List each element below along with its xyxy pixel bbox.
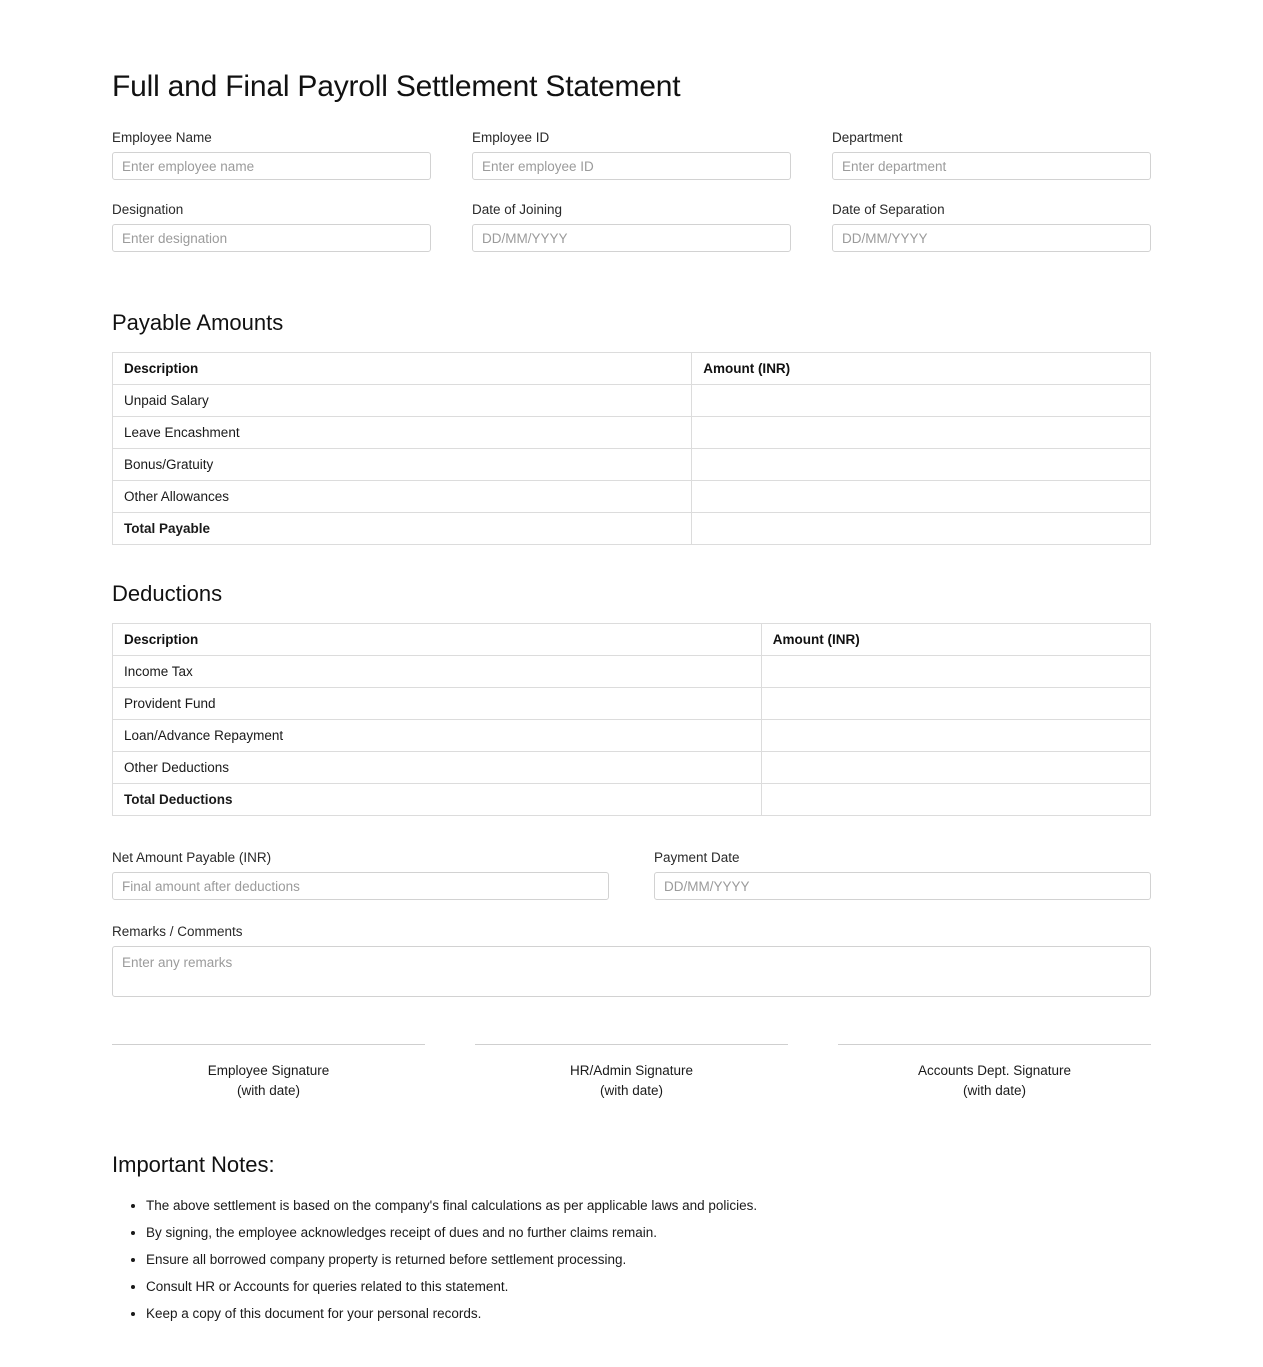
signature-line — [475, 1044, 788, 1045]
payment-date-input[interactable] — [654, 872, 1151, 900]
payable-row-label: Other Allowances — [113, 481, 692, 513]
label-employee-name: Employee Name — [112, 130, 212, 145]
table-row — [113, 481, 1151, 513]
signature-title: HR/Admin Signature — [569, 1063, 694, 1078]
signature-line — [112, 1044, 425, 1045]
net-amount-section — [112, 850, 1151, 900]
deduction-row-amount[interactable] — [761, 688, 1150, 720]
important-notes-heading: Important Notes: — [112, 1152, 275, 1178]
field-employee-id — [472, 130, 791, 180]
designation-input[interactable] — [112, 224, 431, 252]
field-department — [832, 130, 1151, 180]
table-row-total — [113, 784, 1151, 816]
important-notes-list — [112, 1192, 1151, 1327]
employee-id-input[interactable] — [472, 152, 791, 180]
payable-row-amount[interactable] — [692, 417, 1151, 449]
page-title: Full and Final Payroll Settlement Statement — [112, 70, 681, 103]
label-employee-id: Employee ID — [472, 130, 550, 145]
deduction-row-amount[interactable] — [761, 752, 1150, 784]
payable-amounts-heading: Payable Amounts — [112, 310, 284, 335]
signature-accounts-dept — [838, 1044, 1151, 1100]
signature-line — [838, 1044, 1151, 1045]
table-header-row — [113, 353, 1151, 385]
field-employee-name — [112, 130, 431, 180]
label-net-amount-payable: Net Amount Payable (INR) — [112, 850, 272, 865]
payable-row-amount[interactable] — [692, 449, 1151, 481]
payable-row-amount[interactable] — [692, 481, 1151, 513]
date-of-separation-input[interactable] — [832, 224, 1151, 252]
list-item: • Ensure all borrowed company property is returned before settlement processing. — [146, 1246, 1151, 1273]
table-row — [113, 720, 1151, 752]
table-row-total — [113, 513, 1151, 545]
deduction-total-label: Total Deductions — [113, 784, 762, 816]
deduction-total-amount[interactable] — [761, 784, 1150, 816]
label-designation: Designation — [112, 202, 184, 217]
field-remarks — [112, 924, 1151, 1002]
deduction-row-label: Income Tax — [113, 656, 762, 688]
signature-label — [112, 1061, 425, 1100]
deduction-row-label: Provident Fund — [113, 688, 762, 720]
table-row — [113, 417, 1151, 449]
list-item: • Keep a copy of this document for your personal records. — [146, 1300, 1151, 1327]
deduction-row-amount[interactable] — [761, 656, 1150, 688]
net-amount-payable-input[interactable] — [112, 872, 609, 900]
signature-employee — [112, 1044, 425, 1100]
deductions-heading: Deductions — [112, 581, 223, 606]
table-row — [113, 385, 1151, 417]
payable-row-amount[interactable] — [692, 385, 1151, 417]
label-payment-date: Payment Date — [654, 850, 740, 865]
table-row — [113, 752, 1151, 784]
label-date-of-separation: Date of Separation — [832, 202, 945, 217]
deduction-column-description: Description — [113, 624, 762, 656]
list-item: • By signing, the employee acknowledges receipt of dues and no further claims remain. — [146, 1219, 1151, 1246]
employee-name-input[interactable] — [112, 152, 431, 180]
payable-total-label: Total Payable — [113, 513, 692, 545]
payable-row-label: Unpaid Salary — [113, 385, 692, 417]
field-date-of-separation — [832, 202, 1151, 252]
list-item: • Consult HR or Accounts for queries related to this statement. — [146, 1273, 1151, 1300]
label-date-of-joining: Date of Joining — [472, 202, 563, 217]
table-row — [113, 688, 1151, 720]
deduction-row-label: Other Deductions — [113, 752, 762, 784]
field-net-amount-payable — [112, 850, 609, 900]
table-row — [113, 449, 1151, 481]
signature-label — [475, 1061, 788, 1100]
table-header-row — [113, 624, 1151, 656]
payable-row-label: Bonus/Gratuity — [113, 449, 692, 481]
payable-total-amount[interactable] — [692, 513, 1151, 545]
department-input[interactable] — [832, 152, 1151, 180]
signature-title: Accounts Dept. Signature — [917, 1063, 1072, 1078]
deduction-column-amount: Amount (INR) — [761, 624, 1150, 656]
payable-column-description: Description — [113, 353, 692, 385]
deductions-table — [112, 623, 1151, 816]
remarks-textarea[interactable] — [112, 946, 1151, 997]
field-designation — [112, 202, 431, 252]
list-item: • The above settlement is based on the company's final calculations as per applicable laws and policies. — [146, 1192, 1151, 1219]
date-of-joining-input[interactable] — [472, 224, 791, 252]
field-payment-date — [654, 850, 1151, 900]
label-remarks: Remarks / Comments — [112, 924, 243, 939]
payable-amounts-table — [112, 352, 1151, 545]
payable-row-label: Leave Encashment — [113, 417, 692, 449]
deduction-row-label: Loan/Advance Repayment — [113, 720, 762, 752]
signature-subtitle: (with date) — [962, 1082, 1027, 1098]
field-date-of-joining — [472, 202, 791, 252]
signature-row — [112, 1044, 1151, 1100]
signature-hr-admin — [475, 1044, 788, 1100]
label-department: Department — [832, 130, 903, 145]
table-row — [113, 656, 1151, 688]
signature-label — [838, 1061, 1151, 1100]
signature-title: Employee Signature — [207, 1063, 330, 1078]
signature-subtitle: (with date) — [236, 1082, 301, 1098]
payable-column-amount: Amount (INR) — [692, 353, 1151, 385]
employee-details-grid — [112, 130, 1151, 274]
signature-subtitle: (with date) — [599, 1082, 664, 1098]
deduction-row-amount[interactable] — [761, 720, 1150, 752]
